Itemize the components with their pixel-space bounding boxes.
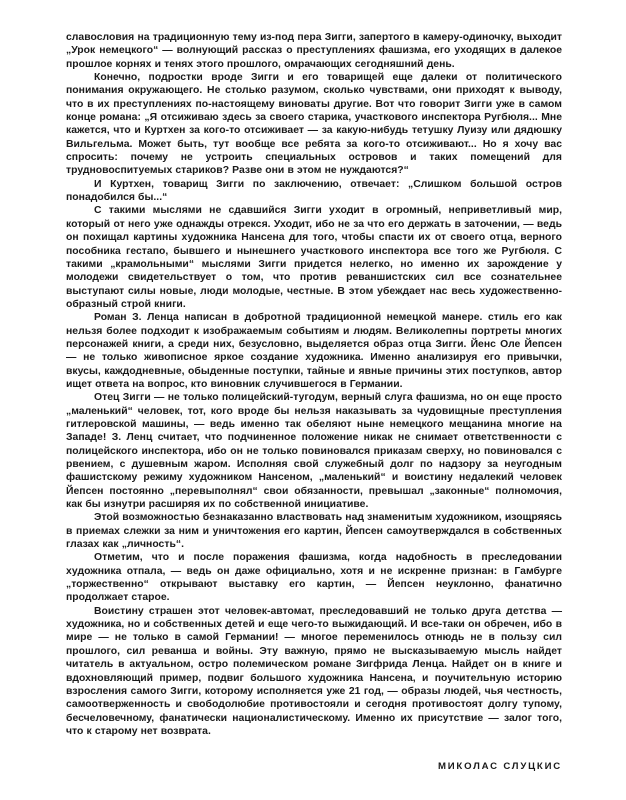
body-paragraph: славословия на традиционную тему из-под пера Зигги, запертого в камеру-одиночку, выходит „Урок немецкого“ — волнующий рассказ о преступлениях фашизма, его уходящих в далекое прошлое корнях и тенях этого прошлого, омрачающих сегодняшний день. (66, 32, 562, 70)
body-paragraph: Воистину страшен этот человек-автомат, преследовавший не только друга детства — художника, но и собственных детей и еще чего-то выжидающий. И все-таки он обречен, ибо в мире — не только в самой Германии! — многое переменилось отнюдь не в пользу сил прошлого, сил реванша и войны. Эту важную, прямо не высказываемую мысль найдет читатель в актуальном, остро полемическом романе Зигфрида Ленца. Найдет он в книге и вдохновляющий пример, подвиг большого художника Нансена, и поучительную историю взросления самого Зигги, которому исполняется уже 21 год, — образы людей, чья честность, самоотверженность и свободолюбие противостояли и сегодня противостоят долгу тупому, бесчеловечному, фанатически националистическому. Именно их присутствие — залог того, что к старому нет возврата. (66, 605, 562, 737)
body-paragraph: С такими мыслями не сдавшийся Зигги уходит в огромный, неприветливый мир, который от него уже однажды отрекся. Уходит, ибо не за что его держать в заточении, — ведь он похищал картины художника Нансена для того, чтобы спасти их от своего отца, верного пособника гестапо, бывшего и нынешнего участкового инспектора все того же Ругбюля. С такими „крамольными“ мыслями Зигги придется нелегко, но именно их зарождение у молодежи свидетельствует о том, что против реваншистских сил все сознательнее выступают силы новые, люди молодые, честные. В этом убеждает нас весь художественно-образный строй книги. (66, 205, 562, 310)
body-paragraph: Отметим, что и после поражения фашизма, когда надобность в преследовании художника отпала, — ведь он даже официально, хотя и не искренне признан: в Гамбурге „торжественно“ открывают выставку его картин, — Йепсен неуклонно, фанатично продолжает старое. (66, 552, 562, 604)
body-paragraph: Этой возможностью безнаказанно властвовать над знаменитым художником, изощряясь в приемах слежки за ним и уничтожения его картин, Йепсен самоутверждался в собственных глазах как „личность“. (66, 512, 562, 551)
body-paragraph: Конечно, подростки вроде Зигги и его товарищей еще далеки от политического понимания окружающего. Не столько разумом, сколько чувствами, они приходят к выводу, что в их преступлениях по-настоящему виноваты другие. Вот что говорит Зигги уже в самом конце романа: „Я отсиживаю здесь за своего старика, участкового инспектора Ругбюля... Мне кажется, что и Куртхен за кого-то отсиживает — за какую-нибудь тетушку Луизу или дядюшку Вильгельма. Может быть, тут вообще все ребята за кого-то отсиживают... Но я хочу вас спросить: почему не устроить специальных островов и таких помещений для трудновоспитуемых стариков? Разве они в этом не нуждаются?“ (66, 72, 562, 177)
author-signature: МИКОЛАС СЛУЦКИС (437, 761, 562, 773)
body-paragraph: Отец Зигги — не только полицейский-тугодум, верный слуга фашизма, но он еще просто „маленький“ человек, тот, кого вроде бы нельзя наказывать за чудовищные преступления гитлеровской машины, — ведь именно так обеляют ныне немецкого мещанина многие на Западе! З. Ленц считает, что подчиненное положение никак не снимает ответственности с полицейского инспектора, ибо он не только повиновался приказам сверху, но повиновался с рвением, с душевным жаром. Исполняя свой служебный долг по надзору за неугодным фашистскому режиму художником Нансеном, „маленький“ и воистину недалекий человек Йепсен постоянно „перевыполнял“ свои обязанности, превышал „законные“ полномочия, как бы изнутри расширяя их по собственной инициативе. (66, 392, 562, 511)
body-paragraph: Роман З. Ленца написан в добротной традиционной немецкой манере. стиль его как нельзя более подходит к изображаемым событиям и людям. Великолепны портреты многих персонажей книги, а среди них, безусловно, выделяется образ отца Зигги. Йенс Оле Йепсен — не только живописное яркое создание художника. Именно анализируя его привычки, вкусы, каждодневные, обыденные поступки, тайные и явные причины этих поступков, автор ищет ответа на вопрос, кто виновник случившегося в Германии. (66, 312, 562, 390)
body-paragraph: И Куртхен, товарищ Зигги по заключению, отвечает: „Слишком большой остров понадобился бы...“ (66, 178, 562, 204)
text-column (66, 31, 562, 774)
